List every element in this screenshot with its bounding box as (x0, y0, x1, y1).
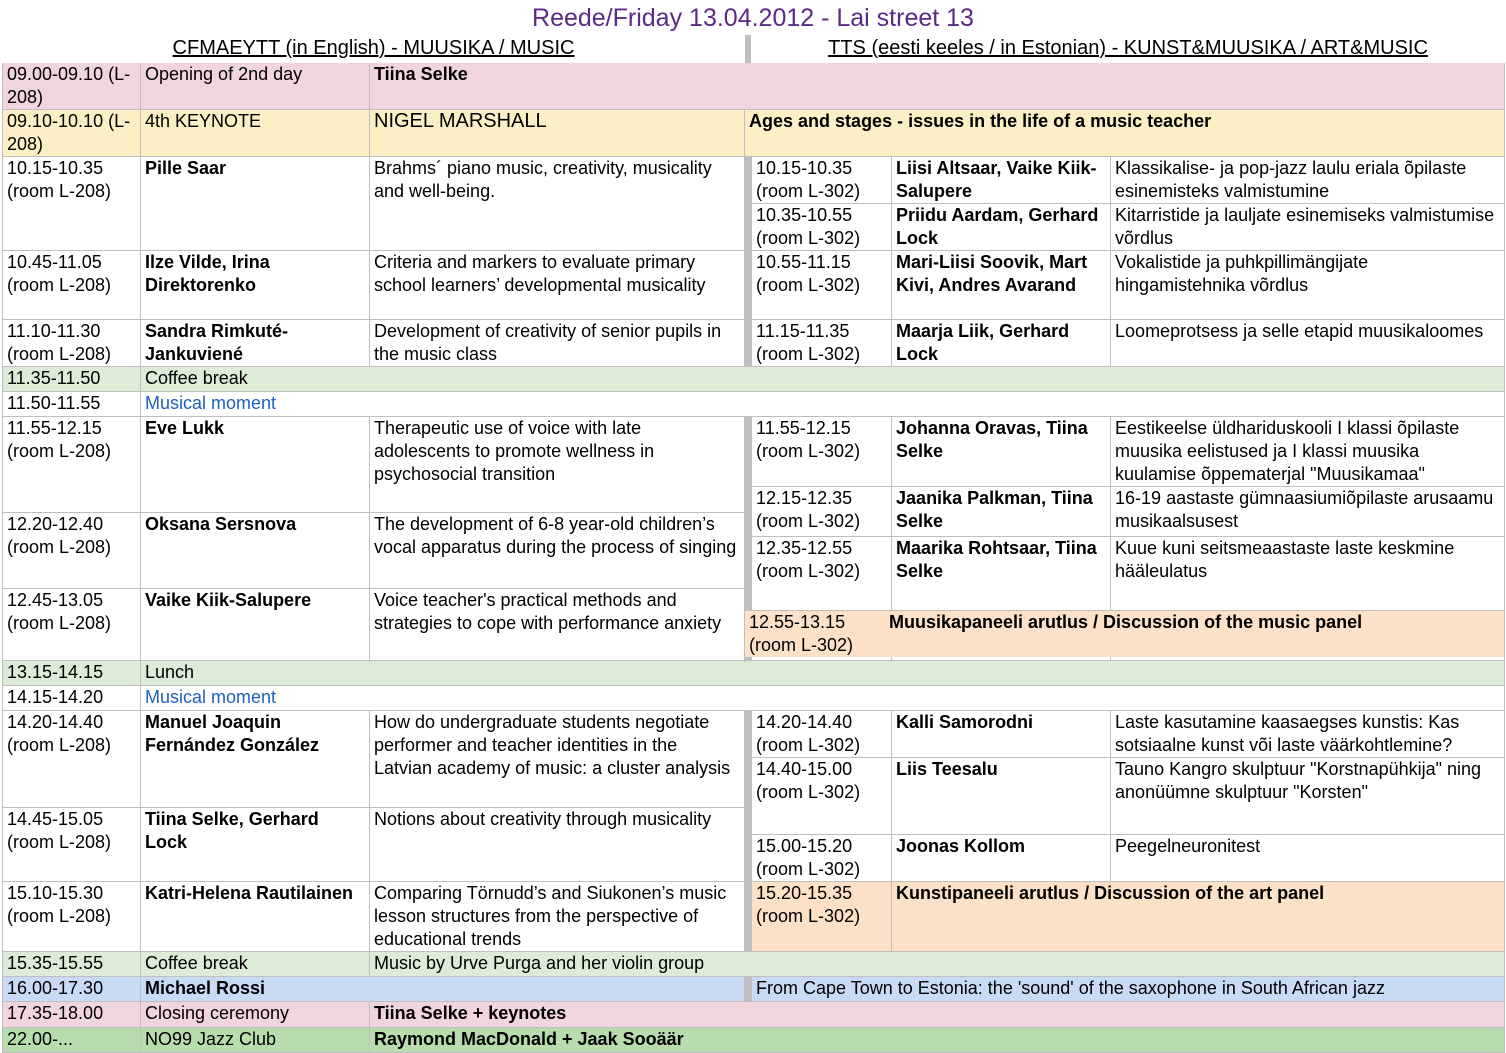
speaker-cell: Michael Rossi (141, 977, 745, 1002)
table-row (3, 952, 1505, 977)
table-row (3, 251, 1505, 320)
musical-moment-label: Musical moment (141, 686, 1505, 711)
topic-cell: Tauno Kangro skulptuur "Korstnapühkija" ning anonüümne skulptuur "Korsten" (1111, 758, 1505, 835)
speaker-cell: Johanna Oravas, Tiina Selke (892, 417, 1111, 487)
time-cell: 17.35-18.00 (3, 1002, 141, 1028)
speaker-cell: Oksana Sersnova (141, 513, 370, 589)
table-row (3, 417, 1505, 487)
table-row (3, 110, 1505, 157)
time-cell: 11.55-12.15 (room L-302) (752, 417, 892, 487)
column-separator (745, 711, 752, 952)
speaker-cell: Eve Lukk (141, 417, 370, 513)
speaker-cell: Katri-Helena Rautilainen (141, 882, 370, 952)
table-row (3, 157, 1505, 204)
speaker-cell: Priidu Aardam, Gerhard Lock (892, 204, 1111, 251)
panel-discussion-cell: Kunstipaneeli arutlus / Discussion of the art panel (892, 882, 1505, 952)
session-label: Closing ceremony (141, 1002, 370, 1028)
table-row (3, 392, 1505, 417)
time-cell: 14.20-14.40 (room L-208) (3, 711, 141, 808)
time-cell: 22.00-... (3, 1028, 141, 1053)
table-row (3, 661, 1505, 686)
time-cell: 12.20-12.40 (room L-208) (3, 513, 141, 589)
topic-cell: The development of 6-8 year-old children’s vocal apparatus during the process of singing (370, 513, 745, 589)
time-cell: 10.55-11.15 (room L-302) (752, 251, 892, 320)
speaker-cell: NIGEL MARSHALL (370, 110, 745, 157)
table-row (3, 711, 1505, 758)
time-cell: 12.55-13.15 (room L-302) (749, 612, 854, 655)
speaker-cell: Liisi Altsaar, Vaike Kiik-Salupere (892, 157, 1111, 204)
time-cell: 12.15-12.35 (room L-302) (752, 487, 892, 537)
column-separator (745, 35, 752, 63)
topic-cell: Music by Urve Purga and her violin group (370, 952, 1505, 977)
session-label: NO99 Jazz Club (141, 1028, 370, 1053)
speaker-cell: Raymond MacDonald + Jaak Sooäär (370, 1028, 1505, 1053)
table-row (3, 320, 1505, 367)
column-header-row (3, 35, 1505, 63)
time-cell: 10.15-10.35 (room L-208) (3, 157, 141, 251)
session-label: Lunch (141, 661, 1505, 686)
time-cell: 10.45-11.05 (room L-208) (3, 251, 141, 320)
topic-cell: Klassikalise- ja pop-jazz laulu eriala õpilaste esinemisteks valmistumine (1111, 157, 1505, 204)
time-cell: 15.35-15.55 (3, 952, 141, 977)
time-cell: 12.35-12.55 (room L-302) (752, 537, 892, 661)
header-right: TTS (eesti keeles / in Estonian) - KUNST&MUUSIKA / ART&MUSIC (752, 35, 1505, 63)
speaker-cell: Pille Saar (141, 157, 370, 251)
schedule-table (2, 34, 1505, 1053)
speaker-cell: Joonas Kollom (892, 835, 1111, 882)
topic-cell: Laste kasutamine kaasaegses kunstis: Kas sotsiaalne kunst või laste väärkohtlemine? (1111, 711, 1505, 758)
table-row (3, 1002, 1505, 1028)
topic-cell: Kuue kuni seitsmeaastaste laste keskmine hääleulatus (1111, 537, 1505, 661)
time-cell: 14.20-14.40 (room L-302) (752, 711, 892, 758)
session-label: Coffee break (141, 952, 370, 977)
time-cell: 11.10-11.30 (room L-208) (3, 320, 141, 367)
time-cell: 14.45-15.05 (room L-208) (3, 808, 141, 882)
time-cell: 10.35-10.55 (room L-302) (752, 204, 892, 251)
session-label: Opening of 2nd day (141, 63, 370, 110)
topic-cell: Voice teacher's practical methods and strategies to cope with performance anxiety (370, 589, 745, 661)
topic-cell: Brahms´ piano music, creativity, musicality and well-being. (370, 157, 745, 251)
page-title: Reede/Friday 13.04.2012 - Lai street 13 (532, 4, 974, 32)
header-left: CFMAEYTT (in English) - MUUSIKA / MUSIC (3, 35, 745, 63)
speaker-cell: Liis Teesalu (892, 758, 1111, 835)
column-separator (745, 977, 752, 1002)
speaker-cell: Tiina Selke (370, 63, 1505, 110)
speaker-cell: Jaanika Palkman, Tiina Selke (892, 487, 1111, 537)
topic-cell: Eestikeelse üldhariduskooli I klassi õpilaste muusika eelistused ja I klassi muusika kuulamise õppematerjal "Muusikamaa" (1111, 417, 1505, 487)
time-cell: 15.00-15.20 (room L-302) (752, 835, 892, 882)
speaker-cell: Maarika Rohtsaar, Tiina Selke (892, 537, 1111, 661)
time-cell: 14.40-15.00 (room L-302) (752, 758, 892, 835)
speaker-cell: Tiina Selke, Gerhard Lock (141, 808, 370, 882)
column-separator (745, 157, 752, 367)
time-cell: 15.10-15.30 (room L-208) (3, 882, 141, 952)
time-cell: 10.15-10.35 (room L-302) (752, 157, 892, 204)
time-cell: 11.35-11.50 (3, 367, 141, 392)
table-row (3, 63, 1505, 110)
panel-discussion-cell: Muusikapaneeli arutlus / Discussion of the music panel (889, 612, 1363, 632)
time-cell: 15.20-15.35 (room L-302) (752, 882, 892, 952)
topic-cell: How do undergraduate students negotiate performer and teacher identities in the Latvian academy of music: a cluster analysis (370, 711, 745, 808)
table-row (3, 977, 1505, 1002)
time-cell: 14.15-14.20 (3, 686, 141, 711)
time-cell: 11.50-11.55 (3, 392, 141, 417)
topic-cell: Therapeutic use of voice with late adolescents to promote wellness in psychosocial transition (370, 417, 745, 513)
time-cell: 09.10-10.10 (L-208) (3, 110, 141, 157)
time-cell: 11.55-12.15 (room L-208) (3, 417, 141, 513)
time-cell: 11.15-11.35 (room L-302) (752, 320, 892, 367)
music-panel-discussion (745, 610, 1504, 657)
session-label: Coffee break (141, 367, 1505, 392)
speaker-cell: Ilze Vilde, Irina Direktorenko (141, 251, 370, 320)
topic-cell: Criteria and markers to evaluate primary school learners’ developmental musicality (370, 251, 745, 320)
speaker-cell: Mari-Liisi Soovik, Mart Kivi, Andres Avarand (892, 251, 1111, 320)
time-cell: 16.00-17.30 (3, 977, 141, 1002)
topic-cell: Development of creativity of senior pupils in the music class (370, 320, 745, 367)
session-label: 4th KEYNOTE (141, 110, 370, 157)
musical-moment-label: Musical moment (141, 392, 1505, 417)
table-row (3, 686, 1505, 711)
speaker-cell: Maarja Liik, Gerhard Lock (892, 320, 1111, 367)
topic-cell: 16-19 aastaste gümnaasiumiõpilaste arusaamu musikaalsusest (1111, 487, 1505, 537)
topic-cell: Kitarristide ja lauljate esinemiseks valmistumise võrdlus (1111, 204, 1505, 251)
topic-cell: Vokalistide ja puhkpillimängijate hingamistehnika võrdlus (1111, 251, 1505, 320)
topic-cell: Notions about creativity through musicality (370, 808, 745, 882)
speaker-cell: Sandra Rimkuté-Jankuviené (141, 320, 370, 367)
topic-cell: From Cape Town to Estonia: the 'sound' of the saxophone in South African jazz (752, 977, 1505, 1002)
topic-cell: Comparing Törnudd’s and Siukonen’s music lesson structures from the perspective of educational trends (370, 882, 745, 952)
topic-cell: Loomeprotsess ja selle etapid muusikaloomes (1111, 320, 1505, 367)
topic-cell: Peegelneuronitest (1111, 835, 1505, 882)
speaker-cell: Vaike Kiik-Salupere (141, 589, 370, 661)
time-cell: 12.45-13.05 (room L-208) (3, 589, 141, 661)
time-cell: 09.00-09.10 (L-208) (3, 63, 141, 110)
speaker-cell: Kalli Samorodni (892, 711, 1111, 758)
table-row (3, 367, 1505, 392)
time-cell: 13.15-14.15 (3, 661, 141, 686)
table-row (3, 882, 1505, 952)
speaker-cell: Tiina Selke + keynotes (370, 1002, 1505, 1028)
speaker-cell: Manuel Joaquin Fernández González (141, 711, 370, 808)
topic-cell: Ages and stages - issues in the life of a music teacher (745, 110, 1505, 157)
